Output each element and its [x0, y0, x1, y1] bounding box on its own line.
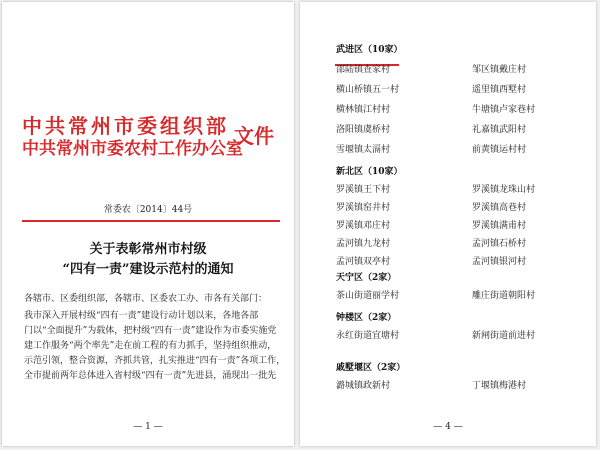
body-line: 我市深入开展村级“四有一责”建设行动计划以来，各地各部	[24, 311, 259, 321]
village-item: 孟河镇九龙村	[336, 239, 391, 249]
village-item: 丁堰镇梅港村	[472, 381, 527, 391]
red-separator-line	[22, 220, 280, 222]
village-item: 雪堰镇太滆村	[336, 145, 391, 155]
notice-title-line-1: 关于表彰常州市村级	[89, 242, 207, 257]
district-header: 天宁区（2家）	[336, 273, 397, 283]
village-item: 新闸街道前进村	[472, 331, 536, 341]
village-item: 孟河镇银河村	[472, 257, 527, 267]
body-line: 示范引领，整合资源，齐抓共管，扎实推进“四有一责”各项工作，	[24, 356, 286, 366]
body-line: 建工作服务“两个率先”走在前工程的有力抓手，坚持组织推动，	[24, 341, 277, 351]
village-item: 罗溪镇窑井村	[336, 203, 391, 213]
district-header: 钟楼区（2家）	[336, 313, 397, 323]
document-number: 常委农〔2014〕44号	[103, 205, 193, 215]
document-label: 文件	[234, 124, 274, 148]
page-number: — 1 —	[133, 422, 163, 432]
village-item: 邵陆镇查家村	[336, 65, 391, 75]
issuer-name-2: 中共常州市委农村工作办公室	[22, 139, 243, 159]
salutation: 各辖市、区委组织部，各辖市、区委农工办、市各有关部门：	[24, 294, 268, 304]
village-item: 潞城镇政新村	[336, 381, 391, 391]
village-item: 罗溪镇高巷村	[472, 203, 527, 213]
issuer-name-1: 中共常州市委组织部	[22, 114, 229, 138]
district-header: 新北区（10家）	[336, 167, 403, 177]
village-item: 横林镇江村村	[336, 105, 391, 115]
village-item: 孟河镇双亭村	[336, 257, 391, 267]
village-item: 罗溪镇龙珠山村	[472, 185, 536, 195]
body-line: 全市提前两年总体进入省村级“四有一责”先进县，涌现出一批先	[24, 371, 277, 381]
village-item: 罗溪镇王下村	[336, 185, 391, 195]
village-item: 雕庄街道朝阳村	[472, 291, 536, 301]
village-item: 孟河镇石桥村	[472, 239, 527, 249]
page-number: — 4 —	[433, 422, 463, 432]
document-page-1	[2, 2, 294, 446]
village-item: 遥里镇西墅村	[472, 85, 527, 95]
village-item: 罗溪镇邓庄村	[336, 221, 391, 231]
village-item: 牛塘镇卢家巷村	[472, 105, 536, 115]
body-line: 门以“全面提升”为载体，把村级“四有一责”建设作为市委实施党	[24, 326, 277, 336]
village-item: 茶山街道丽学村	[336, 291, 400, 301]
village-item: 前黄镇运村村	[472, 145, 527, 155]
village-item: 邹区镇戴庄村	[472, 65, 527, 75]
village-item: 礼嘉镇武阳村	[472, 125, 527, 135]
village-item: 罗溪镇满甫村	[472, 221, 527, 231]
notice-title-line-2: “四有一责”建设示范村的通知	[62, 262, 234, 277]
village-item: 洛阳镇虞桥村	[336, 125, 391, 135]
district-header: 武进区（10家）	[336, 45, 403, 55]
village-item: 横山桥镇五一村	[336, 85, 400, 95]
district-header: 戚墅堰区（2家）	[336, 363, 406, 373]
document-page-4	[300, 2, 596, 446]
village-item: 永红街道宜塘村	[336, 331, 400, 341]
